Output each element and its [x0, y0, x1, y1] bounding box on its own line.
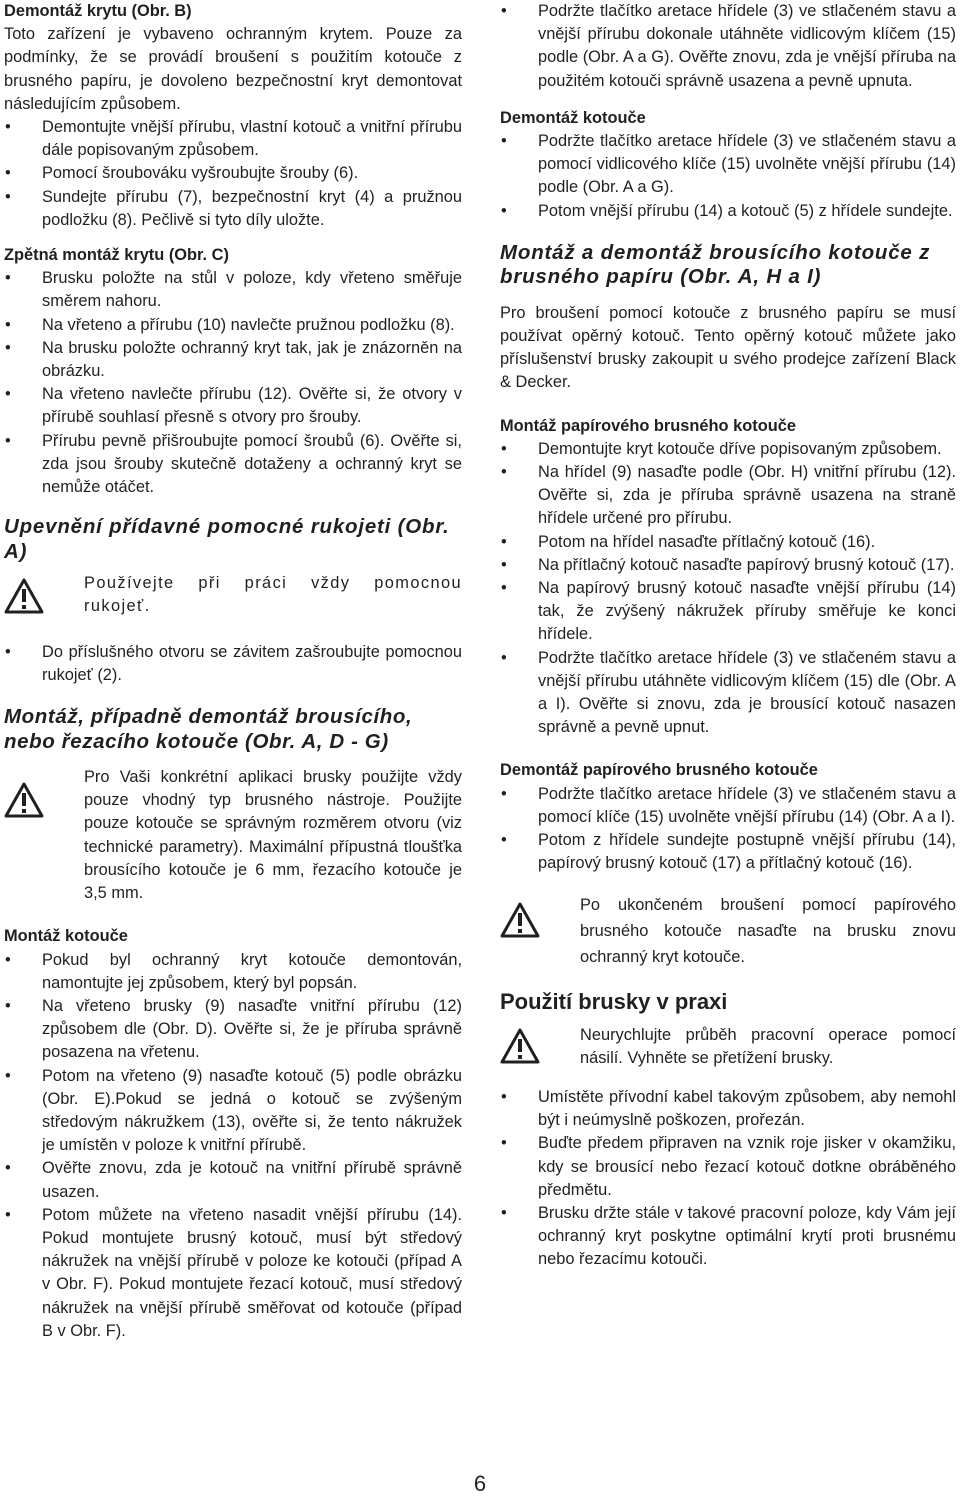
list-item: • Na hřídel (9) nasaďte podle (Obr. H) vnitřní přírubu (12). Ověřte si, zda je příruba správně usazena na straně hřídele určené pro přírubu. — [500, 461, 956, 531]
usage-heading: Použití brusky v praxi — [500, 988, 728, 1014]
list-item: • Na brusku položte ochranný kryt tak, jak je znázorněn na obrázku. — [4, 337, 462, 383]
list-item: • Na vřeteno brusky (9) nasaďte vnitřní přírubu (12) způsobem dle (Obr. D). Ověřte si, že je příruba správně posazena na vřetenu. — [4, 995, 462, 1065]
paper-removal-warning — [500, 892, 956, 970]
list-item: • Ověřte znovu, zda je kotouč na vnitřní přírubě správně usazen. — [4, 1157, 462, 1203]
list-item: • Podržte tlačítko aretace hřídele (3) ve stlačeném stavu a vnější přírubu dokonale utáhněte vidlicovým klíčem (15) podle (Obr. A a G). Ověřte znovu, zda je vnější příruba na použitém kotouči správně usazena a pevně upnuta. — [500, 0, 956, 93]
warning-icon — [500, 1028, 540, 1064]
list-item: • Podržte tlačítko aretace hřídele (3) ve stlačeném stavu a pomocí klíče (15) uvolněte vnější přírubu (14) (Obr. A a I). — [500, 783, 956, 829]
disc-fitting-warning — [4, 766, 462, 905]
warning-text: Pro Vaši konkrétní aplikaci brusky použijte vždy pouze vhodný typ brusného nástroje. Použijte pouze kotouče se správným rozměrem otvoru (viz technické parametry). Maximální přípustná tloušťka brousícího kotouče je 6 mm, řezacího kotouče je 3,5 mm. — [84, 768, 462, 903]
disc-mount-list — [4, 949, 462, 1343]
warning-text: Používejte při práci vždy pomocnou rukojeť. — [84, 574, 462, 616]
continued-list — [500, 0, 956, 93]
paper-disc-text: Pro broušení pomocí kotouče z brusného papíru se musí používat opěrný kotouč. Tento opěrný kotouč můžete jako příslušenství brusky zakoupit u svého prodejce zařízení Black & Decker. — [500, 303, 956, 392]
disc-mount-heading: Montáž kotouče — [4, 927, 128, 946]
guard-removal-intro: Toto zařízení je vybaveno ochranným krytem. Pouze za podmínky, že se provádí broušení s použitím kotouče z brusného papíru, je dovoleno bezpečnostní kryt demontovat následujícím způsobem. — [4, 25, 462, 113]
guard-removal-heading: Demontáž krytu (Obr. B) — [4, 2, 192, 20]
list-item: • Sundejte přírubu (7), bezpečnostní kryt (4) a pružnou podložku (8). Pečlivě si tyto díly uložte. — [4, 186, 462, 232]
paper-removal-list — [500, 783, 956, 876]
list-item: • Podržte tlačítko aretace hřídele (3) ve stlačeném stavu a pomocí vidlicového klíče (15) uvolněte vnější přírubu (14) podle (Obr. A a G). — [500, 130, 956, 200]
aux-handle-heading: Upevnění přídavné pomocné rukojeti (Obr. A) — [4, 515, 450, 563]
list-item: • Potom z hřídele sundejte postupně vnější přírubu (14), papírový brusný kotouč (17) a přítlačný kotouč (16). — [500, 829, 956, 875]
list-item: • Potom vnější přírubu (14) a kotouč (5) z hřídele sundejte. — [500, 200, 956, 223]
guard-refit-heading: Zpětná montáž krytu (Obr. C) — [4, 246, 229, 265]
paper-removal-heading: Demontáž papírového brusného kotouče — [500, 761, 818, 780]
disc-removal-list — [500, 130, 956, 223]
list-item: • Na papírový brusný kotouč nasaďte vnější přírubu (14) tak, že zvýšený nákružek příruby směřuje ke konci hřídele. — [500, 577, 956, 647]
paper-mount-list — [500, 438, 956, 740]
right-column — [500, 0, 956, 1272]
guard-removal-list — [4, 116, 462, 232]
list-item: • Demontujte kryt kotouče dříve popisovaným způsobem. — [500, 438, 956, 461]
disc-removal-heading: Demontáž kotouče — [500, 108, 646, 127]
list-item: • Pomocí šroubováku vyšroubujte šrouby (6). — [4, 162, 462, 185]
aux-handle-list — [4, 641, 462, 687]
page-number: 6 — [473, 1471, 487, 1496]
list-item: • Do příslušného otvoru se závitem zašroubujte pomocnou rukojeť (2). — [4, 641, 462, 687]
usage-list — [500, 1086, 956, 1272]
warning-icon — [500, 902, 540, 938]
list-item: • Pokud byl ochranný kryt kotouče demontován, namontujte jej způsobem, který byl popsán. — [4, 949, 462, 995]
list-item: • Podržte tlačítko aretace hřídele (3) ve stlačeném stavu a vnější přírubu utáhněte vidlicovým klíčem (15) dle (Obr. A a I). Ověřte si znovu, zda je brousící kotouč nasazen správně a pevně upnut. — [500, 647, 956, 740]
list-item: • Demontujte vnější přírubu, vlastní kotouč a vnitřní přírubu dále popisovaným způsobem. — [4, 116, 462, 162]
list-item: • Na vřeteno navlečte přírubu (12). Ověřte si, že otvory v přírubě souhlasí přesně s otvory pro šrouby. — [4, 383, 462, 429]
list-item: • Na přítlačný kotouč nasaďte papírový brusný kotouč (17). — [500, 554, 956, 577]
disc-fitting-heading: Montáž, případně demontáž brousícího, nebo řezacího kotouče (Obr. A, D - G) — [4, 705, 413, 753]
warning-text: Po ukončeném broušení pomocí papírového brusného kotouče nasaďte na brusku znovu ochranný kryt kotouče. — [580, 895, 956, 966]
list-item: • Buďte předem připraven na vznik roje jisker v okamžiku, kdy se brousící nebo řezací kotouč dotkne obráběného předmětu. — [500, 1132, 956, 1202]
left-column — [4, 0, 462, 1343]
list-item: • Na vřeteno a přírubu (10) navlečte pružnou podložku (8). — [4, 314, 462, 337]
list-item: • Potom na hřídel nasaďte přítlačný kotouč (16). — [500, 531, 956, 554]
list-item: • Potom na vřeteno (9) nasaďte kotouč (5) podle obrázku (Obr. E).Pokud se jedná o kotouč se zvýšeným středovým nákružkem (13), ověřte si, že tento nákružek je umístěn v poloze k vnitřní přírubě. — [4, 1065, 462, 1158]
warning-text: Neurychlujte průběh pracovní operace pomocí násilí. Vyhněte se přetížení brusky. — [580, 1025, 956, 1067]
paper-mount-heading: Montáž papírového brusného kotouče — [500, 416, 796, 435]
list-item: • Přírubu pevně přišroubujte pomocí šroubů (6). Ověřte si, zda jsou šrouby skutečně dotaženy a ochranný kryt se nemůže otáčet. — [4, 430, 462, 500]
warning-icon — [4, 578, 44, 614]
list-item: • Brusku položte na stůl v poloze, kdy vřeteno směřuje směrem nahoru. — [4, 267, 462, 313]
paper-disc-heading: Montáž a demontáž brousícího kotouče z brusného papíru (Obr. A, H a I) — [500, 240, 931, 289]
aux-handle-warning — [4, 572, 462, 618]
list-item: • Umístěte přívodní kabel takovým způsobem, aby nemohl být i neúmyslně poškozen, prořezán. — [500, 1086, 956, 1132]
warning-icon — [4, 782, 44, 818]
list-item: • Potom můžete na vřeteno nasadit vnější přírubu (14). Pokud montujete brusný kotouč, musí být středový nákružek na vnější přírubě v poloze ke kotouči (případ A v Obr. F). Pokud montujete řezací kotouč, musí středový nákružek na vnější přírubě směřovat od kotouče (případ B v Obr. F). — [4, 1204, 462, 1343]
usage-warning — [500, 1024, 956, 1070]
guard-refit-list — [4, 267, 462, 499]
list-item: • Brusku držte stále v takové pracovní poloze, kdy Vám její ochranný kryt poskytne optimální krytí proti brusnému nebo řezacímu kotouči. — [500, 1202, 956, 1272]
